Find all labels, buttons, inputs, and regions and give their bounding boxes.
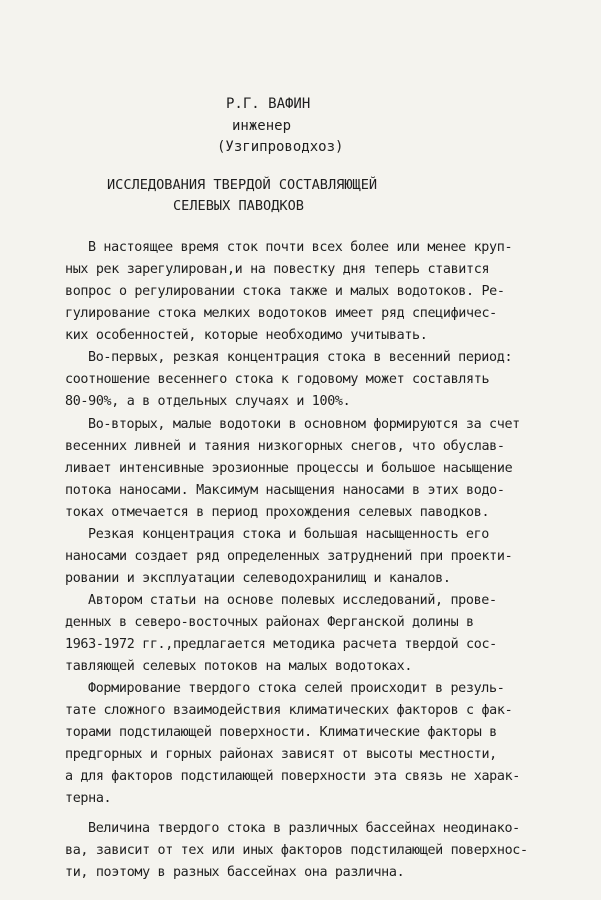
body-line-21: Формирование твердого стока селей происходит в резуль-: [88, 681, 505, 696]
author-name: Р.Г. ВАФИН: [226, 96, 311, 112]
body-line-9: Во-вторых, малые водотоки в основном формируются за счет: [88, 417, 520, 432]
body-line-20: тавляющей селевых потоков на малых водотоках.: [65, 659, 413, 674]
body-line-23: торами подстилающей поверхности. Климатические факторы в: [65, 725, 497, 740]
body-line-14: Резкая концентрация стока и большая насыщенность его: [88, 527, 490, 542]
body-line-26: терна.: [65, 791, 112, 806]
body-line-22: тате сложного взаимодействия климатических факторов с фак-: [65, 703, 513, 718]
body-line-17: Автором статьи на основе полевых исследований, прове-: [88, 593, 497, 608]
body-line-2: ных рек зарегулирован,и на повестку дня теперь ставится: [65, 262, 490, 277]
body-line-7: соотношение весеннего стока к годовому может составлять: [65, 372, 490, 387]
body-line-1: В настоящее время сток почти всех более или менее круп-: [88, 240, 513, 255]
body-line-15: наносами создает ряд определенных затруднений при проекти-: [65, 549, 513, 564]
body-line-8: 80-90%, а в отдельных случаях и 100%.: [65, 394, 351, 409]
document-title-line-1: ИССЛЕДОВАНИЯ ТВЕРДОЙ СОСТАВЛЯЮЩЕЙ: [107, 177, 378, 193]
body-line-24: предгорных и горных районах зависят от высоты местности,: [65, 747, 497, 762]
body-line-11: ливает интенсивные эрозионные процессы и большое насыщение: [65, 461, 513, 476]
body-line-18: денных в северо-восточных районах Ферганской долины в: [65, 615, 474, 630]
body-line-29: ти, поэтому в разных бассейнах она различна.: [65, 865, 405, 880]
body-line-12: потока наносами. Максимум насыщения наносами в этих водо-: [65, 483, 505, 498]
body-line-16: ровании и эксплуатации селеводохранилищ и каналов.: [65, 571, 451, 586]
body-line-6: Во-первых, резкая концентрация стока в весенний период:: [88, 350, 513, 365]
document-title-line-2: СЕЛЕВЫХ ПАВОДКОВ: [173, 198, 304, 214]
body-line-28: ва, зависит от тех или иных факторов подстилающей поверхнос-: [65, 843, 528, 858]
body-line-19: 1963-1972 гг.,предлагается методика расчета твердой сос-: [65, 637, 497, 652]
author-organization: (Узгипроводхоз): [217, 139, 344, 155]
body-line-3: вопрос о регулировании стока также и малых водотоков. Ре-: [65, 284, 505, 299]
body-line-4: гулирование стока мелких водотоков имеет ряд специфичес-: [65, 306, 497, 321]
body-line-10: весенних ливней и таяния низкогорных снегов, что обуслав-: [65, 439, 505, 454]
body-line-5: ких особенностей, которые необходимо учитывать.: [65, 328, 428, 343]
body-line-13: токах отмечается в период прохождения селевых паводков.: [65, 505, 490, 520]
author-position: инженер: [232, 118, 292, 134]
body-line-27: Величина твердого стока в различных бассейнах неодинако-: [88, 821, 520, 836]
body-line-25: а для факторов подстилающей поверхности эта связь не харак-: [65, 769, 520, 784]
